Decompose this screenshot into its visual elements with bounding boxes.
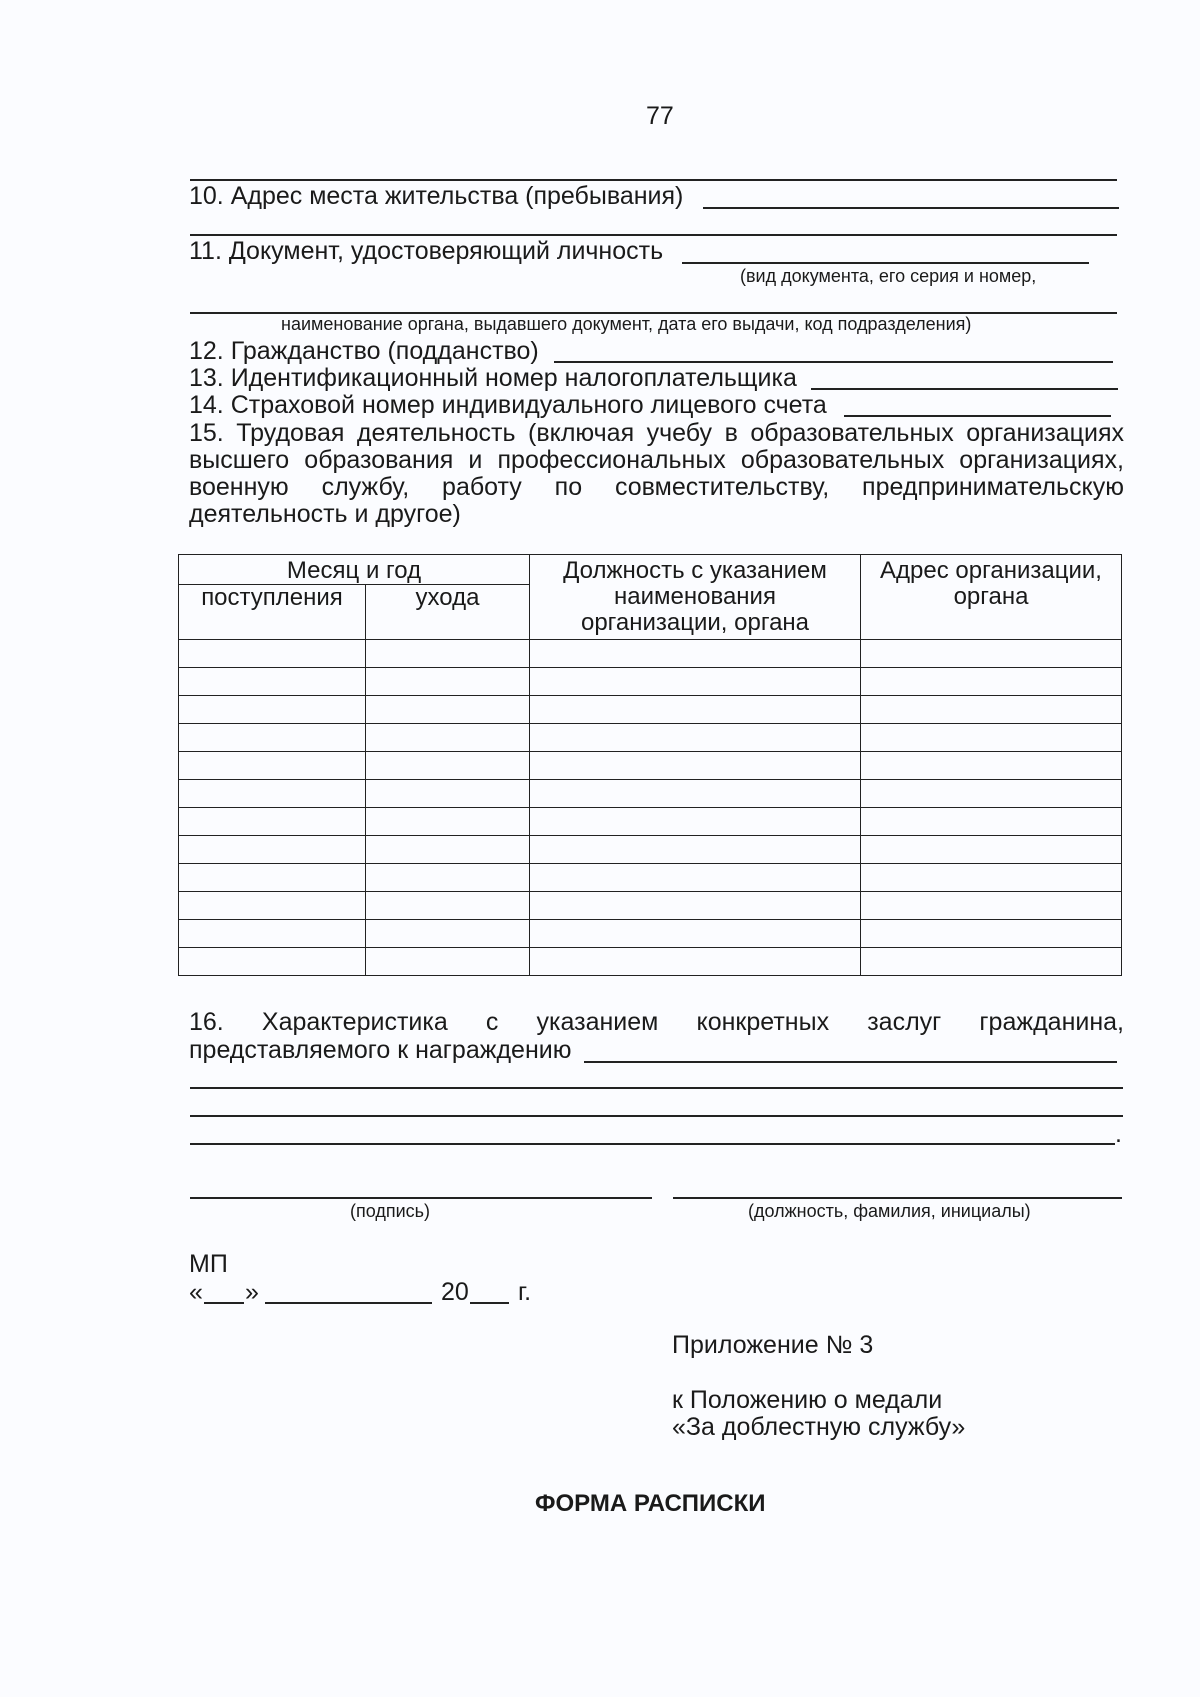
table-cell-start[interactable] — [179, 668, 366, 696]
date-year-prefix: 20 — [441, 1278, 469, 1306]
appendix-line-1: к Положению о медали — [672, 1386, 943, 1414]
date-quote-open: « — [189, 1278, 203, 1306]
appendix-title: Приложение № 3 — [672, 1331, 874, 1359]
item-11-label: 11. Документ, удостоверяющий личность — [189, 237, 664, 265]
table-cell-position[interactable] — [530, 780, 861, 808]
table-cell-end[interactable] — [366, 948, 530, 976]
table-cell-position[interactable] — [530, 752, 861, 780]
table-cell-start[interactable] — [179, 836, 366, 864]
position-hint: (должность, фамилия, инициалы) — [748, 1201, 1031, 1221]
date-quote-close: » — [245, 1278, 259, 1306]
table-row — [179, 948, 1122, 976]
table-cell-address[interactable] — [861, 864, 1122, 892]
col-address-header: Адрес организации, органа — [861, 555, 1122, 640]
table-cell-end[interactable] — [366, 808, 530, 836]
table-cell-end[interactable] — [366, 696, 530, 724]
item-14-label: 14. Страховой номер индивидуального лицевого счета — [189, 391, 827, 419]
table-cell-end[interactable] — [366, 780, 530, 808]
table-cell-end[interactable] — [366, 920, 530, 948]
item-15-line-4: деятельность и другое) — [189, 500, 461, 528]
table-row — [179, 724, 1122, 752]
item-14-field[interactable] — [844, 415, 1111, 417]
table-cell-address[interactable] — [861, 836, 1122, 864]
table-row — [179, 668, 1122, 696]
signature-hint: (подпись) — [350, 1201, 431, 1221]
col-month-year-header: Месяц и год — [179, 555, 530, 585]
date-month-field[interactable] — [265, 1302, 432, 1304]
form-title: ФОРМА РАСПИСКИ — [535, 1490, 766, 1517]
table-row — [179, 864, 1122, 892]
table-cell-start[interactable] — [179, 892, 366, 920]
blank-line — [190, 234, 1117, 236]
table-cell-address[interactable] — [861, 808, 1122, 836]
table-cell-start[interactable] — [179, 948, 366, 976]
col-end-header: ухода — [366, 585, 530, 640]
item-15-line-1: 15. Трудовая деятельность (включая учебу в образовательных организациях — [189, 419, 1124, 447]
item-15-line-3: военную службу, работу по совместительству, предпринимательскую — [189, 473, 1124, 501]
item-13-label: 13. Идентификационный номер налогоплательщика — [189, 364, 797, 392]
item-12-label: 12. Гражданство (подданство) — [189, 337, 539, 365]
table-cell-start[interactable] — [179, 696, 366, 724]
table-cell-end[interactable] — [366, 640, 530, 668]
table-cell-address[interactable] — [861, 668, 1122, 696]
table-cell-position[interactable] — [530, 920, 861, 948]
table-cell-position[interactable] — [530, 724, 861, 752]
item-10-label: 10. Адрес места жительства (пребывания) — [189, 182, 684, 210]
item-10-field[interactable] — [703, 207, 1119, 209]
table-cell-position[interactable] — [530, 668, 861, 696]
item-12-field[interactable] — [554, 361, 1113, 363]
table-cell-start[interactable] — [179, 640, 366, 668]
table-cell-start[interactable] — [179, 724, 366, 752]
item-16-field-2[interactable] — [190, 1087, 1123, 1089]
table-cell-position[interactable] — [530, 948, 861, 976]
signature-field[interactable] — [190, 1197, 652, 1199]
date-day-field[interactable] — [204, 1302, 244, 1304]
table-cell-start[interactable] — [179, 920, 366, 948]
item-11-hint-2: наименование органа, выдавшего документ, дата его выдачи, код подразделения) — [281, 314, 972, 334]
table-cell-start[interactable] — [179, 752, 366, 780]
table-row — [179, 696, 1122, 724]
employment-table — [178, 554, 1122, 976]
col-position-header: Должность с указанием наименования организации, органа — [530, 555, 861, 640]
date-year-field[interactable] — [470, 1302, 509, 1304]
stamp-label: МП — [189, 1250, 228, 1278]
table-cell-end[interactable] — [366, 864, 530, 892]
item-16-line-1: 16. Характеристика с указанием конкретных заслуг гражданина, — [189, 1008, 1124, 1036]
table-cell-position[interactable] — [530, 696, 861, 724]
table-cell-end[interactable] — [366, 752, 530, 780]
item-13-field[interactable] — [811, 388, 1118, 390]
table-cell-address[interactable] — [861, 948, 1122, 976]
item-16-field-3[interactable] — [190, 1115, 1123, 1117]
table-cell-end[interactable] — [366, 836, 530, 864]
table-cell-address[interactable] — [861, 724, 1122, 752]
table-row — [179, 808, 1122, 836]
position-name-field[interactable] — [673, 1197, 1122, 1199]
table-cell-position[interactable] — [530, 892, 861, 920]
item-16-field[interactable] — [584, 1061, 1117, 1063]
table-cell-address[interactable] — [861, 640, 1122, 668]
item-15-line-2: высшего образования и профессиональных образовательных организациях, — [189, 446, 1124, 474]
table-cell-end[interactable] — [366, 724, 530, 752]
table-cell-end[interactable] — [366, 892, 530, 920]
appendix-line-2: «За доблестную службу» — [672, 1413, 966, 1441]
blank-line — [190, 179, 1117, 181]
table-cell-address[interactable] — [861, 696, 1122, 724]
item-11-field[interactable] — [682, 262, 1089, 264]
item-11-hint: (вид документа, его серия и номер, — [740, 266, 1037, 286]
table-row — [179, 892, 1122, 920]
table-row — [179, 920, 1122, 948]
table-cell-position[interactable] — [530, 808, 861, 836]
table-cell-start[interactable] — [179, 808, 366, 836]
table-cell-position[interactable] — [530, 640, 861, 668]
table-cell-address[interactable] — [861, 780, 1122, 808]
date-suffix: г. — [518, 1278, 532, 1306]
item-16-end-dot: . — [1115, 1120, 1122, 1148]
item-16-line-2: представляемого к награждению — [189, 1036, 572, 1064]
table-cell-start[interactable] — [179, 780, 366, 808]
table-row — [179, 640, 1122, 668]
col-start-header: поступления — [179, 585, 366, 640]
table-cell-address[interactable] — [861, 752, 1122, 780]
table-row — [179, 780, 1122, 808]
table-cell-start[interactable] — [179, 864, 366, 892]
table-row — [179, 836, 1122, 864]
table-row — [179, 752, 1122, 780]
table-cell-address[interactable] — [861, 920, 1122, 948]
page-number: 77 — [646, 102, 674, 130]
table-cell-position[interactable] — [530, 836, 861, 864]
table-cell-address[interactable] — [861, 892, 1122, 920]
table-cell-position[interactable] — [530, 864, 861, 892]
table-cell-end[interactable] — [366, 668, 530, 696]
item-16-field-4[interactable] — [190, 1143, 1115, 1145]
